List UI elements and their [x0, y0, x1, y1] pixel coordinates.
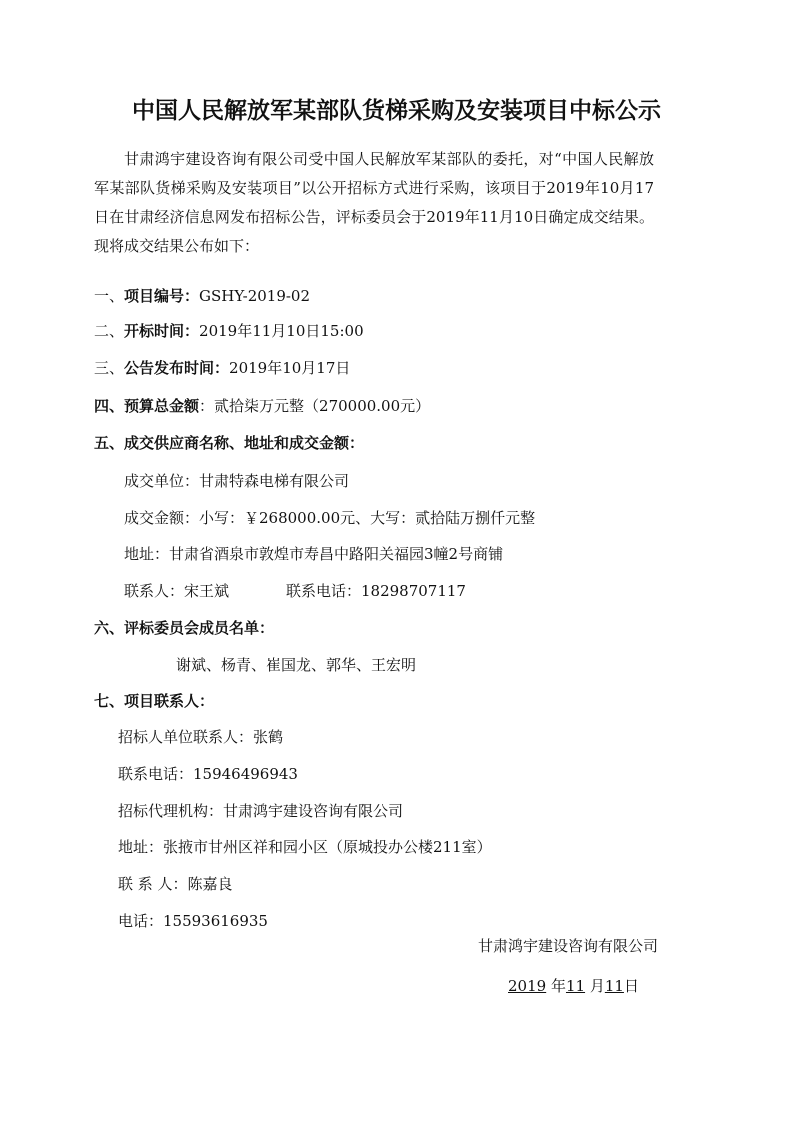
supplier-amount: 成交金额：小写：￥268000.00元、大写：贰拾陆万捌仟元整 [124, 509, 536, 527]
supplier-unit: 成交单位：甘肃特森电梯有限公司 [124, 472, 350, 490]
item-value: ：贰拾柒万元整（270000.00元） [199, 397, 431, 415]
item-label: 项目联系人： [124, 692, 215, 710]
item-prefix: 二、 [94, 322, 125, 340]
item-prefix: 七、 [94, 692, 125, 710]
item-label: 成交供应商名称、地址和成交金额： [124, 434, 365, 452]
agency-address: 地址：张掖市甘州区祥和园小区（原城投办公楼211室） [118, 838, 492, 856]
committee-members: 谢斌、杨青、崔国龙、郭华、王宏明 [176, 656, 417, 674]
item-value: 2019年11月10日15:00 [199, 322, 364, 340]
supplier-phone: 联系电话：18298707117 [286, 582, 466, 600]
tenderer-contact: 招标人单位联系人：张鹤 [118, 728, 284, 746]
signature-date [508, 975, 639, 996]
item-contacts-heading [94, 690, 214, 711]
item-label: 评标委员会成员名单： [124, 619, 275, 637]
item-value: GSHY-2019-02 [199, 287, 311, 305]
item-label: 公告发布时间： [124, 359, 230, 377]
agency-name: 招标代理机构：甘肃鸿宇建设咨询有限公司 [118, 802, 404, 820]
item-prefix: 三、 [94, 359, 125, 377]
item-prefix: 一、 [94, 287, 125, 305]
agency-phone: 电话：15593616935 [118, 912, 268, 930]
item-label: 开标时间： [124, 322, 200, 340]
item-publish-time [94, 357, 350, 378]
signature-company: 甘肃鸿宇建设咨询有限公司 [478, 937, 659, 955]
date-day-suffix: 日 [623, 977, 639, 995]
page-title: 中国人民解放军某部队货梯采购及安装项目中标公示 [132, 98, 661, 124]
item-committee-heading [94, 617, 274, 638]
item-project-number [94, 285, 310, 306]
intro-paragraph: 甘肃鸿宇建设咨询有限公司受中国人民解放军某部队的委托，对“中国人民解放军某部队货梯采购及安装项目”以公开招标方式进行采购，该项目于2019年10月17日在甘肃经济信息网发布招标公告，评标委员会于2019年11月10日确定成交结果。现将成交结果公布如下： [94, 150, 654, 255]
item-supplier-heading [94, 432, 364, 453]
item-budget [94, 395, 430, 416]
supplier-contact: 联系人：宋王斌 [124, 582, 230, 600]
date-month-suffix: 月 [585, 977, 605, 995]
item-label: 预算总金额 [124, 397, 200, 415]
item-prefix: 四、 [94, 397, 125, 415]
tenderer-phone: 联系电话：15946496943 [118, 765, 298, 783]
date-year-suffix: 年 [546, 977, 566, 995]
item-opening-time [94, 320, 364, 341]
date-day: 11 [604, 977, 624, 995]
supplier-address: 地址：甘肃省酒泉市敦煌市寿昌中路阳关福园3幢2号商铺 [124, 545, 504, 563]
agency-person: 联 系 人：陈嘉良 [118, 875, 233, 893]
item-label: 项目编号： [124, 287, 200, 305]
date-year: 2019 [508, 977, 547, 995]
date-month: 11 [565, 977, 586, 995]
item-prefix: 五、 [94, 434, 125, 452]
item-prefix: 六、 [94, 619, 125, 637]
item-value: 2019年10月17日 [229, 359, 351, 377]
